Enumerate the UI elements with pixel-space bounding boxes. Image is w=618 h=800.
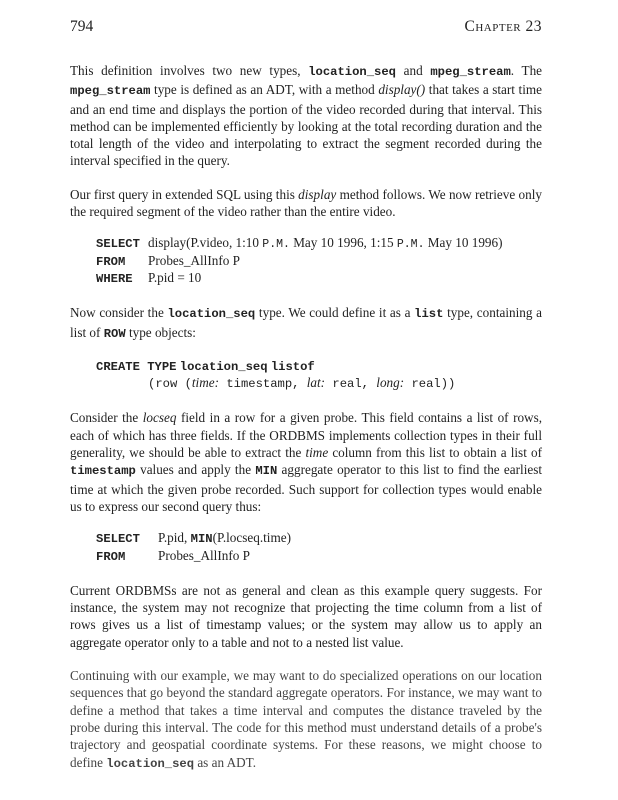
paragraph-first-query: Our first query in extended SQL using this display method follows. We now retrieve only the required segment of the video rather than the entire video. <box>70 186 542 220</box>
inline-italic: display <box>298 186 337 202</box>
paragraph-type-definitions: This definition involves two new types, location_seq and mpeg_stream. The mpeg_stream type is defined as an ADT, with a method display() that takes a start time and an end time and displays the portion of the video recorded during that interval. This method can be implemented efficiently by looking at the total recording duration and the total length of the video and interpolating to extract the segment recorded during the interval specified in the query. <box>70 63 543 169</box>
lower-section <box>70 582 542 773</box>
code-line-where: WHERE P.pid = 10 <box>96 269 202 286</box>
inline-code: location_seq <box>167 307 256 322</box>
code-line-select: SELECT display(P.video, 1:10 P.M. May 10 1996, 1:15 P.M. May 10 1996) <box>96 235 503 252</box>
inline-code: timestamp <box>70 464 136 479</box>
code-line-create-type: CREATE TYPE location_seq listof <box>96 359 315 374</box>
chapter-heading <box>465 18 543 36</box>
code-line-row-fields: (row (time: timestamp, lat: real, long: real)) <box>148 375 456 392</box>
page-header <box>70 18 542 38</box>
inline-italic: display() <box>378 82 426 98</box>
code-line-from: FROM Probes_AllInfo P <box>96 252 240 269</box>
inline-code: MIN <box>255 464 278 479</box>
inline-code: mpeg_stream <box>70 84 151 99</box>
code-block-display-query <box>96 234 542 286</box>
code-block-min-query <box>96 529 542 564</box>
code-line-from: FROM Probes_AllInfo P <box>96 547 250 564</box>
code-line-select: SELECT P.pid, MIN(P.locseq.time) <box>96 530 291 547</box>
chapter-word: Chapter <box>464 18 522 35</box>
inline-code: mpeg_stream <box>430 65 511 79</box>
paragraph-current-ordbms: Current ORDBMSs are not as general and clean as this example query suggests. For instance, the system may not recognize that projecting the time column from a list of rows gives us a list of timestamp values; or the system may allow us to apply an aggregate operator only to a table and not to a nested list value. <box>70 582 542 650</box>
chapter-number: 23 <box>525 18 542 35</box>
inline-italic: locseq <box>142 410 177 426</box>
page-number: 794 <box>70 18 94 35</box>
page-body <box>70 62 542 773</box>
paragraph-locseq-field: Consider the locseq field in a row for a given probe. This field contains a list of rows, each of which has three fields. If the ORDBMS implements collection types in their full generality, we should be able to extract the time column from this list to obtain a list of timestamp values and apply the MIN aggregate operator to this list to find the earliest time at which the given probe recorded. Such support for collection types would enable us to express our second query thus: <box>70 410 543 514</box>
paragraph-location-seq: Now consider the location_seq type. We could define it as a list type, containing a list of ROW type objects: <box>70 305 542 341</box>
code-block-create-type <box>96 357 542 392</box>
inline-italic: time <box>305 445 329 461</box>
paragraph-specialized-operations: Continuing with our example, we may want to do specialized operations on our location sequences that go beyond the standard aggregate operators. For instance, we may want to define a method that takes a time interval and computes the distance traveled by the probe during this interval. The code for this method must understand details of a probe's trajectory and geospatial coordinate systems. For these reasons, we might choose to define location_seq as an ADT. <box>70 668 542 771</box>
inline-code: ROW <box>103 326 126 341</box>
inline-code: list <box>414 307 444 322</box>
inline-code: location_seq <box>106 756 195 771</box>
inline-code: location_seq <box>308 65 396 79</box>
